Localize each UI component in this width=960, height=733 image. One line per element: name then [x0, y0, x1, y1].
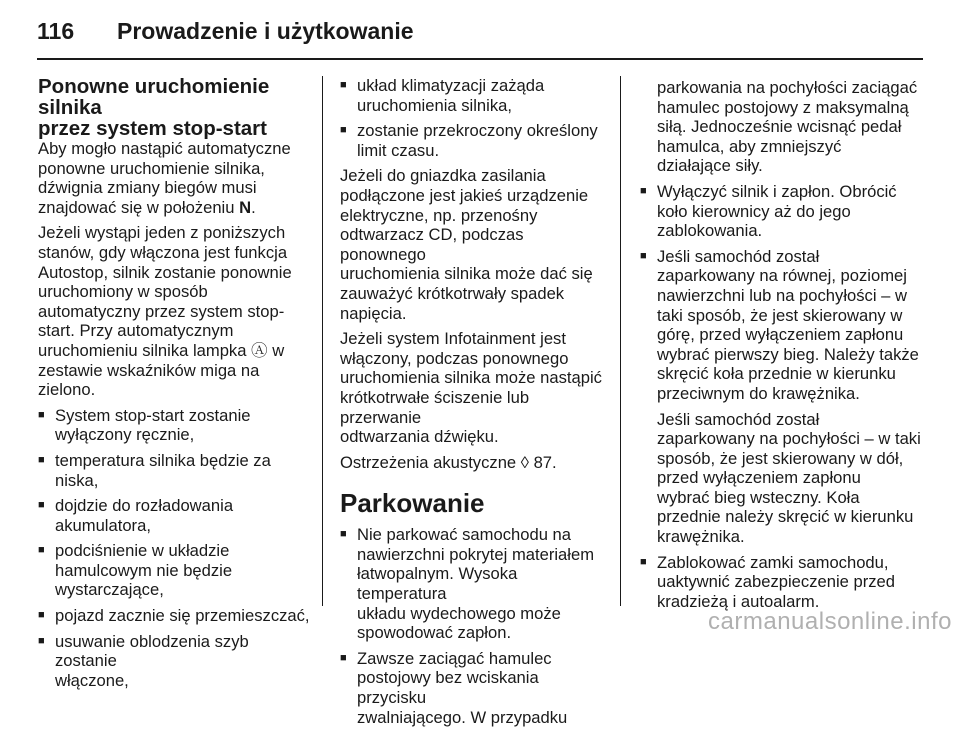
column-middle	[340, 76, 610, 733]
list-item: ■ System stop-start zostanie wyłączony ręcznie,	[38, 406, 310, 445]
list-item: ■ temperatura silnika będzie za niska,	[38, 451, 310, 490]
condition-list	[38, 406, 310, 691]
gear-n-label: N	[239, 197, 252, 217]
header-rule	[37, 58, 923, 60]
list-item: ■ dojdzie do rozładowania akumulatora,	[38, 496, 310, 535]
list-item: ■ Wyłączyć silnik i zapłon. Obrócić koło kierownicy aż do jego zablokowania.	[640, 182, 925, 241]
section-heading-restart: Ponowne uruchomienie silnika przez system stop-start	[38, 75, 270, 140]
section-heading-parking: Parkowanie	[340, 488, 485, 519]
paragraph-text: Aby mogło nastąpić automatyczne ponowne uruchomienie silnika, dźwignia zmiany biegów musi znajdować się w położeniu	[38, 139, 291, 217]
column-divider	[322, 76, 323, 606]
list-item: ■ usuwanie oblodzenia szyb zostanie włączone,	[38, 632, 310, 691]
parking-list-end	[640, 553, 925, 612]
paragraph-acoustic-warnings: Ostrzeżenia akustyczne ◊ 87.	[340, 452, 557, 472]
parking-list	[340, 525, 610, 727]
paragraph-continuation: parkowania na pochyłości zaciągać hamulec postojowy z maksymalną siłą. Jednocześnie wcisnąć pedał hamulca, aby zmniejszyć działające siły.	[657, 78, 918, 176]
column-right	[640, 78, 925, 617]
parking-list-cont	[640, 182, 925, 404]
paragraph-infotainment: Jeżeli system Infotainment jest włączony, podczas ponownego uruchomienia silnika może nastąpić krótkotrwałe ściszenie lub przerwanie odtwarzania dźwięku.	[340, 329, 602, 447]
page-header	[37, 10, 923, 54]
list-item: ■ zostanie przekroczony określony limit czasu.	[340, 121, 610, 160]
list-item: ■ podciśnienie w układzie hamulcowym nie będzie wystarczające,	[38, 541, 310, 600]
paragraph-end: .	[251, 197, 256, 217]
paragraph-downhill: Jeśli samochód został zaparkowany na pochyłości – w taki sposób, że jest skierowany w dół, przed wyłączeniem zapłonu wybrać bieg wsteczny. Koła przednie należy skręcić w kierunku krawężnika.	[657, 409, 921, 547]
condition-list-cont	[340, 76, 610, 160]
page-number: 116	[37, 18, 75, 44]
paragraph-voltage-drop: Jeżeli do gniazdka zasilania podłączone jest jakieś urządzenie elektryczne, np. przenośny odtwarzacz CD, podczas ponownego uruchomienia silnika może dać się zauważyć krótkotrwały spadek napięcia.	[340, 166, 593, 323]
paragraph-conditions: Jeżeli wystąpi jeden z poniższych stanów, gdy włączona jest funkcja Autostop, silnik zostanie ponownie uruchomiony w sposób automatyczny przez system stop- start. Przy automatycznym uruchomieniu silnika lampka Ⓐ w zestawie wskaźników miga na zielono.	[38, 223, 292, 400]
paragraph-gear-position	[38, 139, 310, 217]
watermark: carmanualsonline.info	[708, 608, 952, 635]
list-item: ■ pojazd zacznie się przemieszczać,	[38, 606, 310, 626]
column-left	[38, 76, 310, 696]
list-item: ■ Jeśli samochód został zaparkowany na równej, poziomej nawierzchni lub na pochyłości – w taki sposób, że jest skierowany w górę, przed wyłączeniem zapłonu wybrać pierwszy bieg. Należy także skręcić koła przednie w kierunku przeciwnym do krawężnika.	[640, 247, 925, 404]
running-title: Prowadzenie i użytkowanie	[117, 18, 414, 44]
list-item: ■ Zablokować zamki samochodu, uaktywnić zabezpieczenie przed kradzieżą i autoalarm.	[640, 553, 925, 612]
list-item: ■ Nie parkować samochodu na nawierzchni pokrytej materiałem łatwopalnym. Wysoka temperatura układu wydechowego może spowodować zapłon.	[340, 525, 610, 643]
list-item: ■ układ klimatyzacji zażąda uruchomienia silnika,	[340, 76, 610, 115]
column-divider	[620, 76, 621, 606]
list-item: ■ Zawsze zaciągać hamulec postojowy bez wciskania przycisku zwalniającego. W przypadku	[340, 649, 610, 727]
